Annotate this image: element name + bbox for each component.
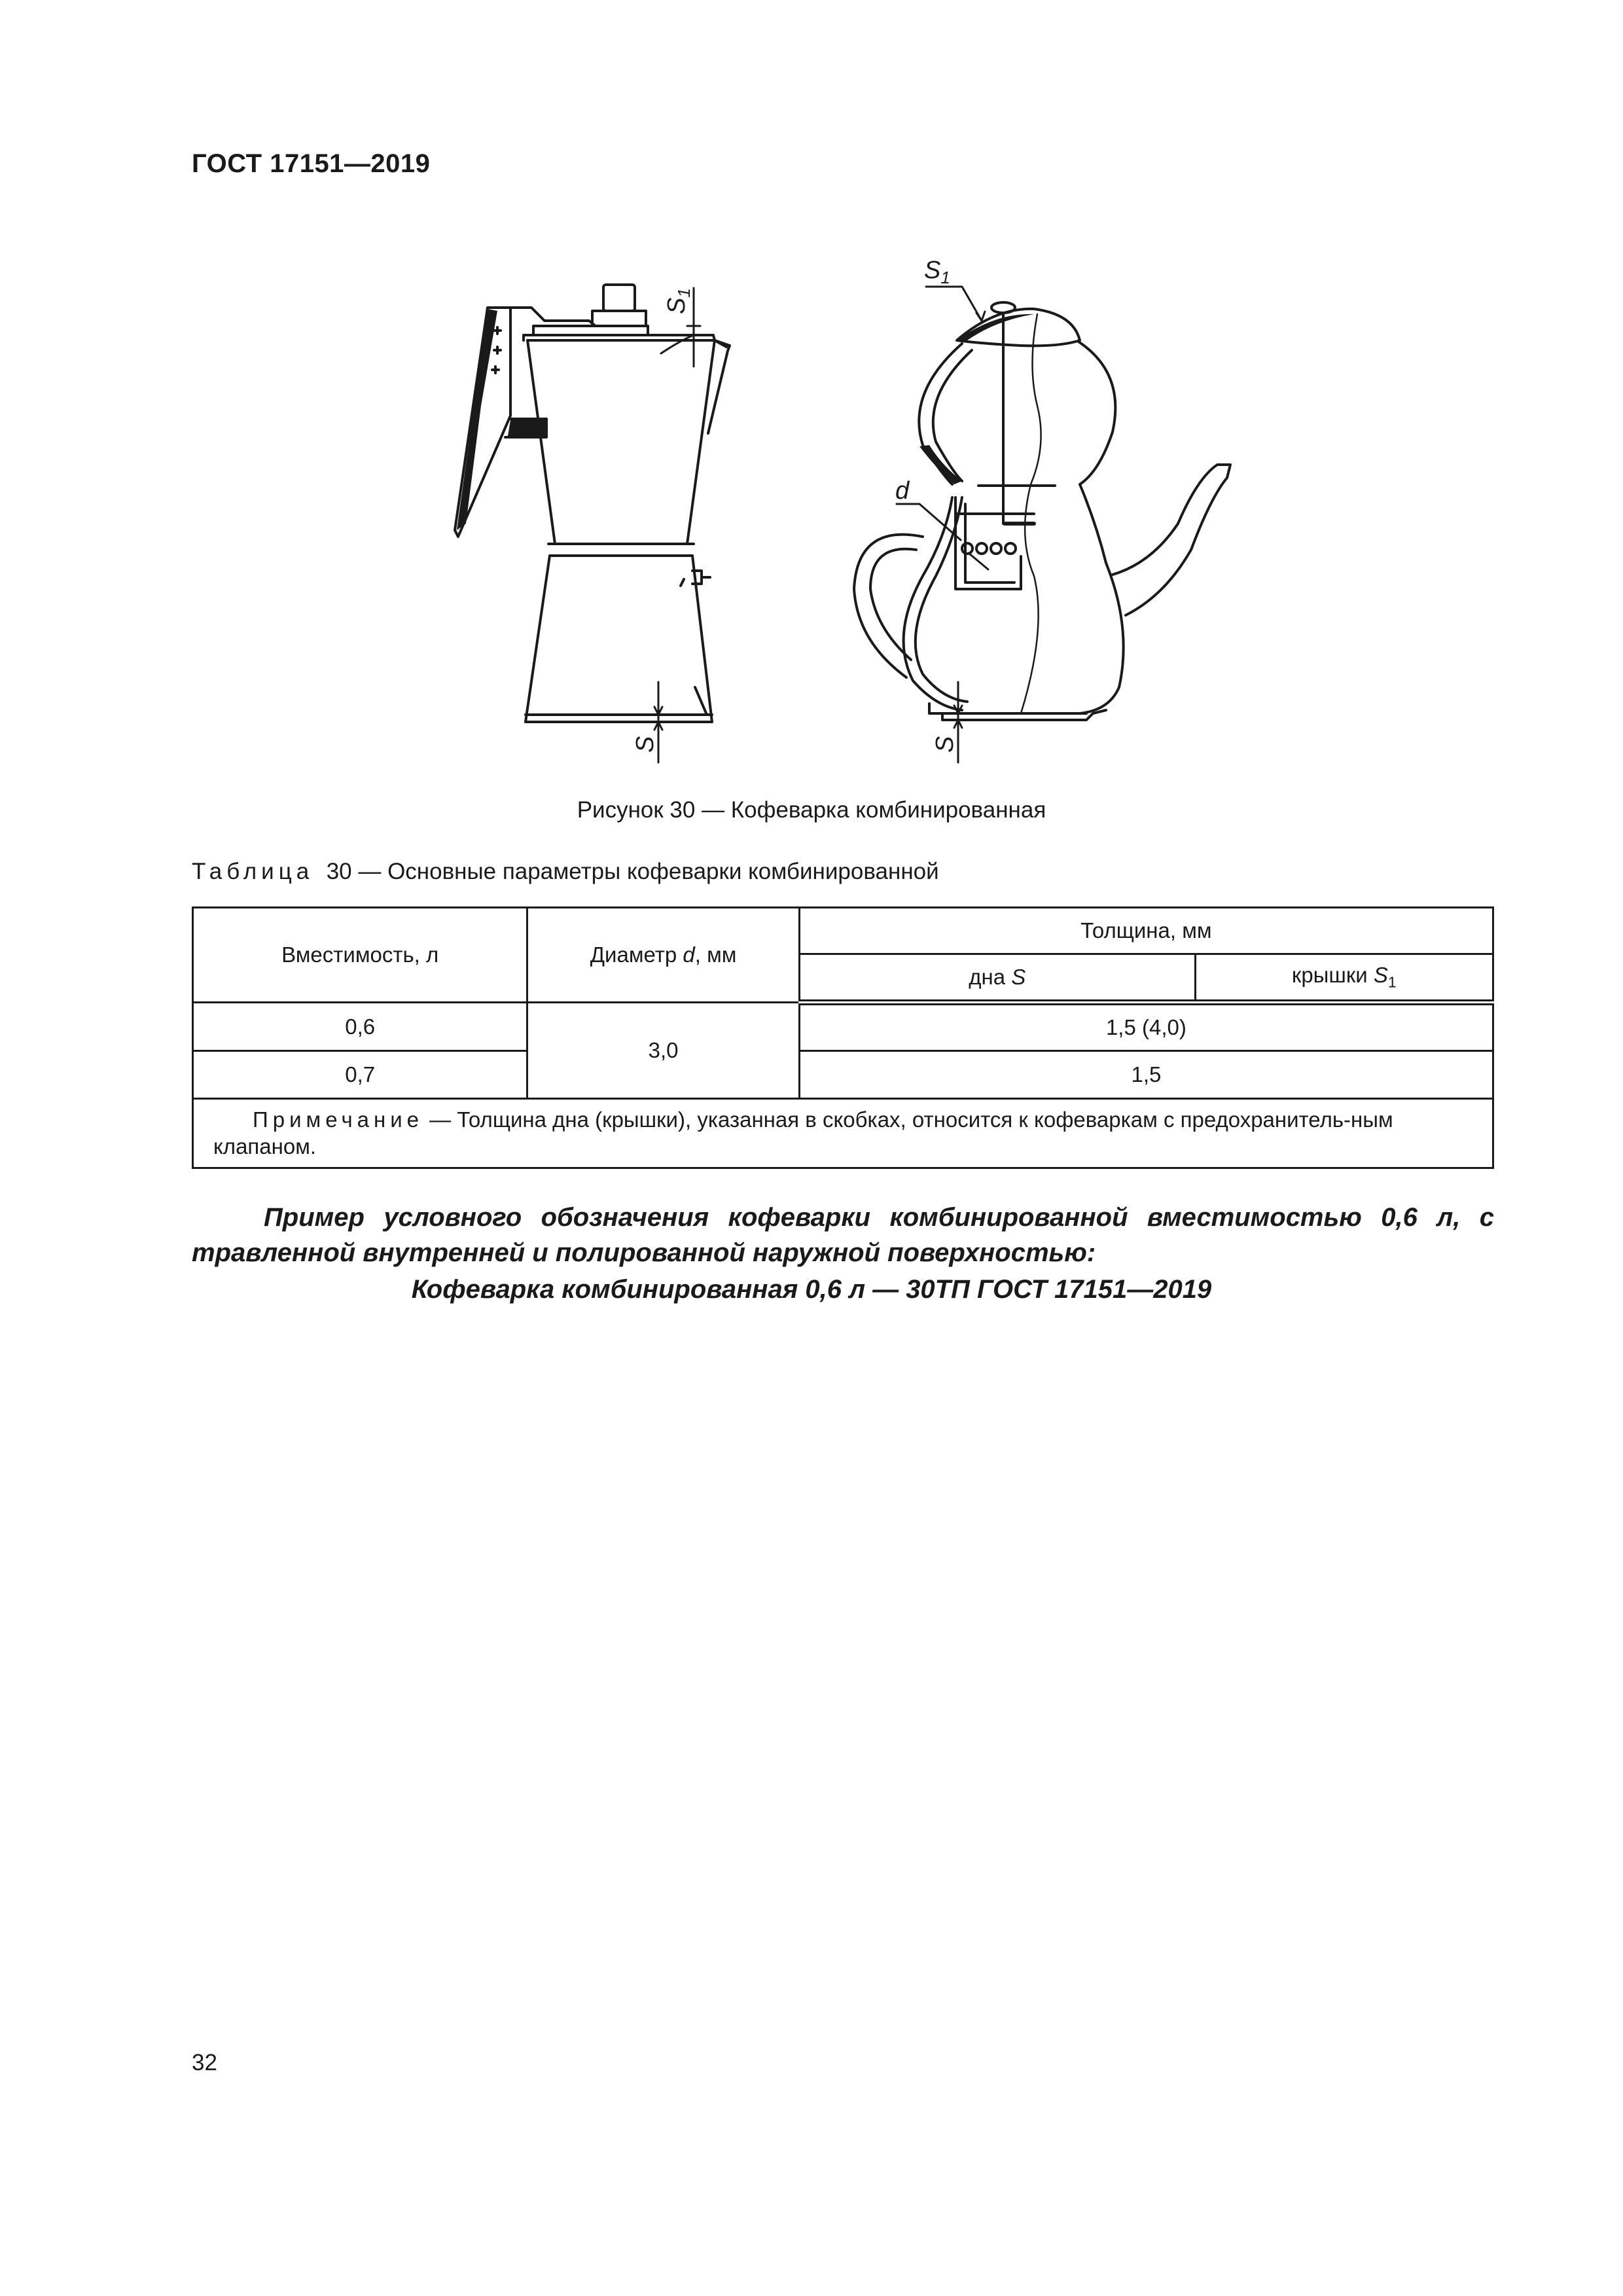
header-diameter: Диаметр d, мм: [527, 908, 799, 1003]
header-capacity: Вместимость, л: [193, 908, 527, 1003]
parameters-table: [192, 906, 1494, 1169]
header-bottom: дна S: [799, 954, 1195, 1003]
table-note: [193, 1099, 1493, 1168]
document-header: ГОСТ 17151—2019: [192, 149, 431, 178]
table-row: [193, 1051, 1493, 1099]
cell-capacity: 0,7: [193, 1051, 527, 1099]
label-s-right: S: [931, 736, 959, 753]
moka-pot-outline: [455, 285, 730, 722]
cell-thickness: 1,5 (4,0): [799, 1003, 1493, 1051]
cell-diameter: 3,0: [527, 1003, 799, 1099]
note-text: — Толщина дна (крышки), указанная в скобках, относится к кофеваркам с предохранитель-ным клапаном.: [213, 1107, 1393, 1159]
header-lid: крышки $S_1$: [1195, 954, 1493, 1003]
header-thickness: Толщина, мм: [799, 908, 1493, 954]
dimension-s1-right: [926, 287, 985, 321]
cell-thickness: 1,5: [799, 1051, 1493, 1099]
label-s1-right: $S_1$: [924, 257, 950, 287]
teapot-outline: [854, 302, 1230, 720]
table-row: [193, 1003, 1493, 1051]
label-s1-left: $S_1$: [663, 288, 694, 314]
figure-caption: Рисунок 30 — Кофеварка комбинированная: [577, 797, 1046, 823]
designation-example: Пример условного обозначения кофеварки комбинированной вместимостью 0,6 л, с травленной внутренней и полированной наружной поверхностью:: [192, 1203, 1494, 1267]
label-s-left: S: [632, 736, 659, 753]
designation-line: Кофеварка комбинированная 0,6 л — 30ТП ГОСТ 17151—2019: [411, 1275, 1212, 1304]
page-number: 32: [192, 2050, 217, 2075]
cell-capacity: 0,6: [193, 1003, 527, 1051]
note-word: Примечание: [253, 1107, 424, 1132]
table-title-word: Таблица: [192, 859, 314, 884]
table-title-rest: 30 — Основные параметры кофеварки комбинированной: [326, 859, 939, 884]
label-d: d: [895, 477, 910, 505]
coffee-maker-drawing: [0, 0, 1623, 851]
table-title: [192, 859, 939, 885]
